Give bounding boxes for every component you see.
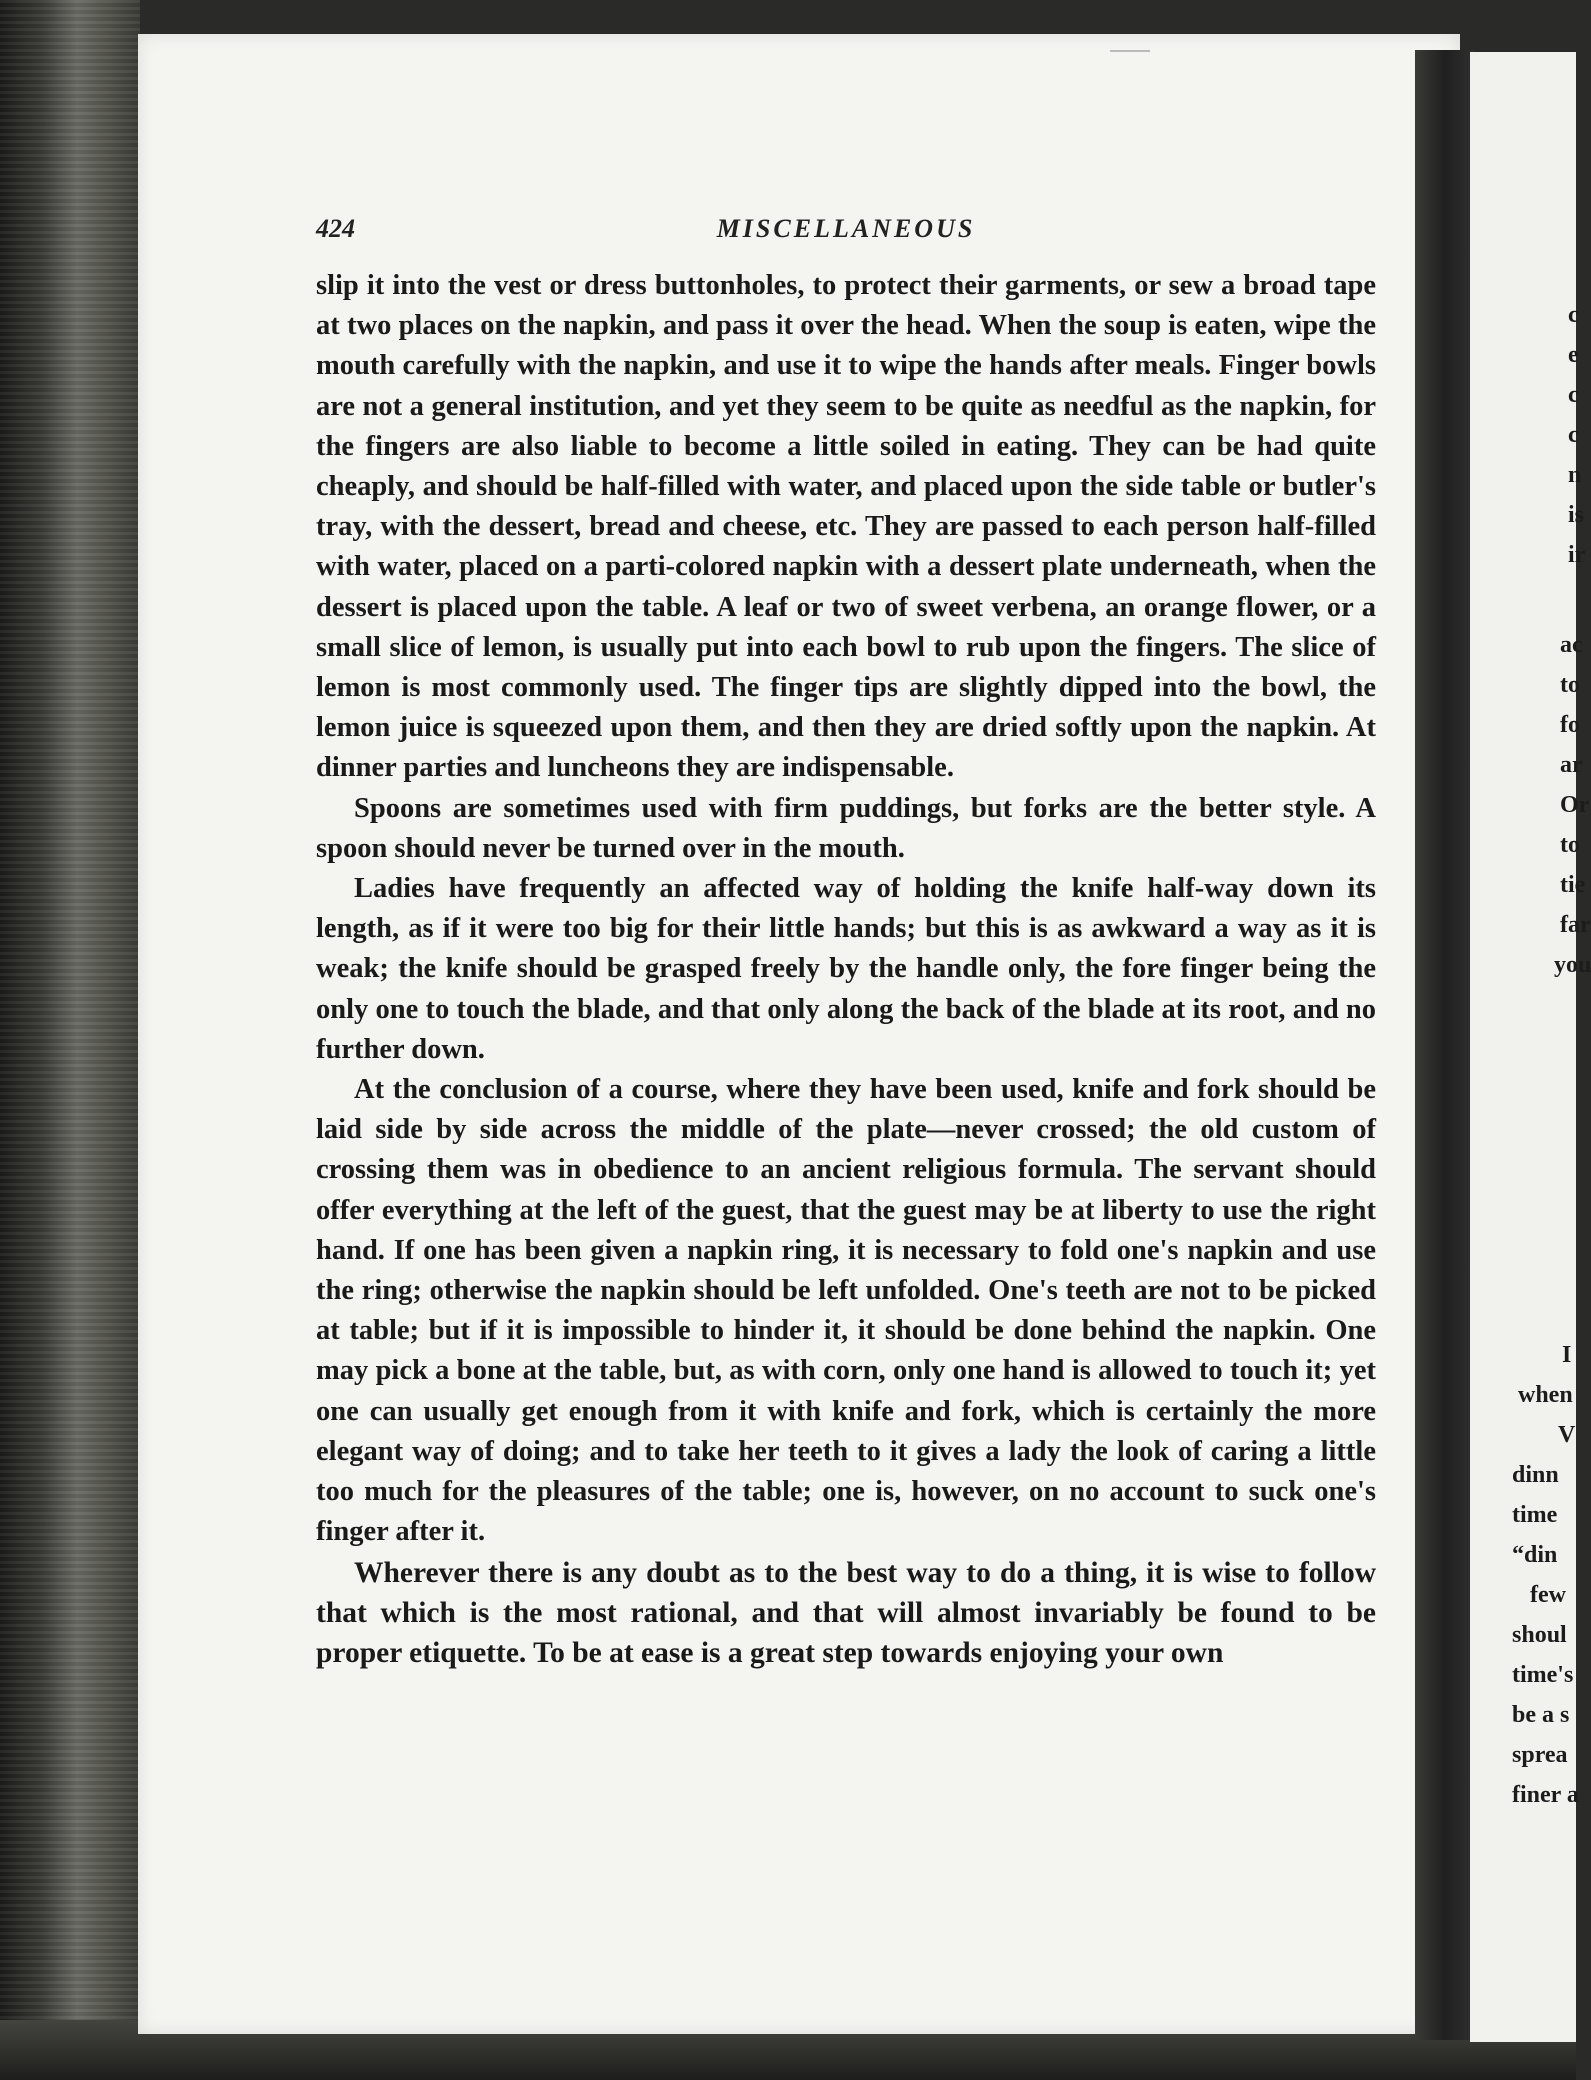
facing-page-fragment: time's [1512,1662,1574,1688]
facing-page-fragment: is [1568,502,1585,528]
paragraph-4: At the conclusion of a course, where they have been used, knife and fork should be laid side by side across the middle of the plate—never crossed; the old custom of crossing them was in obedience to an ancient religious formula. The servant should offer everything at the left of the guest, that the guest may be at liberty to use the right hand. If one has been given a napkin ring, it is necessary to fold one's napkin and use the ring; otherwise the napkin should be left unfolded. One's teeth are not to be picked at table; but if it is impossible to hinder it, it should be done behind the napkin. One may pick a bone at the table, but, as with corn, only one hand is allowed to touch it; yet one can usually get enough from it with knife and fork, which is certainly the more elegant way of doing; and to take her teeth to it gives a lady the look of caring a little too much for the pleasures of the table; one is, however, on no account to suck one's finger after it. [316,1074,1376,1548]
facing-page-fragment: time [1512,1502,1558,1528]
facing-page-fragment: “din [1512,1542,1558,1568]
facing-page-fragment: fo [1560,712,1580,738]
book-gutter [1415,50,1475,2040]
page-top-mark [1110,36,1150,52]
paragraph-2: Spoons are sometimes used with firm puddings, but forks are the better style. A spoon should never be turned over in the mouth. [316,792,1376,864]
page-number: 424 [316,214,355,243]
facing-page-fragment: ac [1560,632,1583,658]
facing-page-fragment: shoul [1512,1622,1567,1648]
facing-page-fragment: I [1562,1342,1572,1368]
facing-page-fragment: ar [1560,752,1583,778]
facing-page-fragment: sprea [1512,1742,1568,1768]
facing-page-fragment: ir [1568,542,1586,568]
facing-page-fragment: e [1568,342,1579,368]
facing-page-fragment: you [1554,952,1591,978]
facing-page-fragment: tie [1560,872,1586,898]
paragraph-5: Wherever there is any doubt as to the best way to do a thing, it is wise to follow that which is the most rational, and that will almost invariably be found to be proper etiquette. To be at ease is a great step towards enjoying your own [316,1556,1376,1669]
paragraph-1: slip it into the vest or dress buttonholes, to protect their garments, or sew a broad tape at two places on the napkin, and pass it over the head. When the soup is eaten, wipe the mouth carefully with the napkin, and use it to wipe the hands after meals. Finger bowls are not a general institution, and yet they seem to be quite as needful as the napkin, for the fingers are also liable to become a little soiled in eating. They can be had quite cheaply, and should be half-filled with water, and placed upon the side table or butler's tray, with the dessert, bread and cheese, etc. They are passed to each person half-filled with water, placed on a parti-colored napkin with a dessert plate underneath, when the dessert is placed upon the table. A leaf or two of sweet verbena, an orange flower, or a small slice of lemon, is usually put into each bowl to rub upon the fingers. The slice of lemon is most commonly used. The finger tips are slightly dipped into the bowl, the lemon juice is squeezed upon them, and then they are dried softly upon the napkin. At dinner parties and luncheons they are indispensable. [316,270,1376,784]
facing-page-fragment: V [1558,1422,1576,1448]
facing-page-fragment: finer a [1512,1782,1579,1808]
page-header [316,208,1376,248]
facing-page-fragment: c [1568,422,1579,448]
facing-page-fragment: to [1560,832,1580,858]
paragraph-3: Ladies have frequently an affected way of holding the knife half-way down its length, as if it were too big for their little hands; but this is as awkward a way as it is weak; the knife should be grasped freely by the handle only, the fore finger being the only one to touch the blade, and that only along the back of the blade at its root, and no further down. [316,873,1376,1065]
facing-page [1470,52,1591,2042]
facing-page-fragment: Or [1560,792,1590,818]
facing-page-fragment: c [1568,382,1579,408]
facing-page-fragment: n [1568,462,1582,488]
facing-page-fragment: few [1530,1582,1566,1608]
running-head: MISCELLANEOUS [716,214,976,243]
facing-page-fragment: far [1560,912,1591,938]
facing-page-fragment: when [1518,1382,1573,1408]
facing-page-fragment: c [1568,302,1579,328]
facing-page-fragment: to [1560,672,1580,698]
book-left-edge [0,0,140,2080]
page-body [316,266,1376,1673]
facing-page-fragment: be a s [1512,1702,1570,1728]
facing-page-fragment: dinn [1512,1462,1559,1488]
